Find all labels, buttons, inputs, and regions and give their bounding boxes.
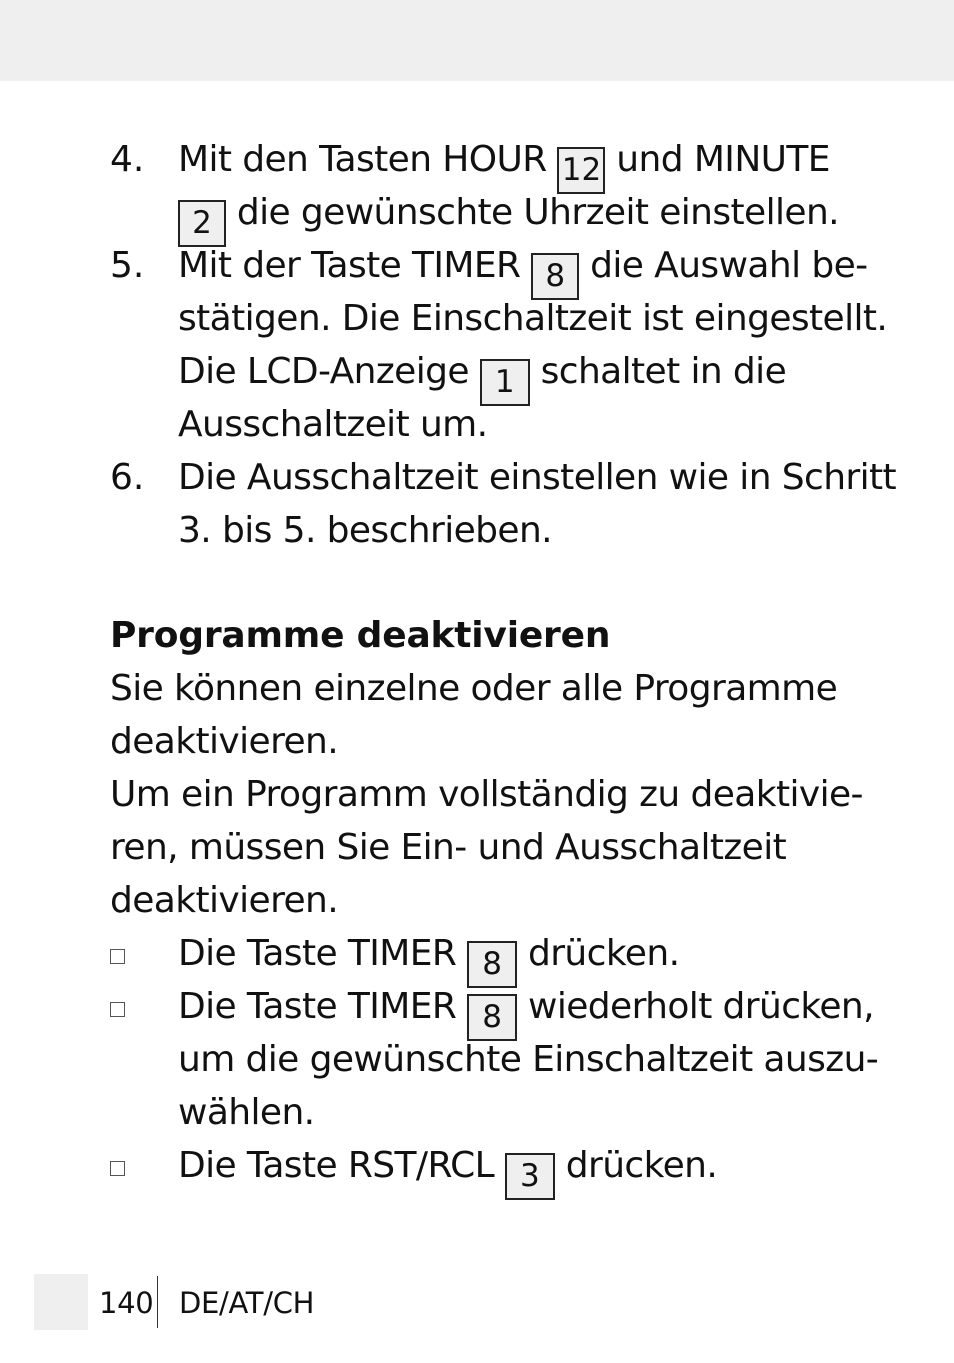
key-minute-label: 2	[178, 200, 226, 247]
bullet-box-icon	[110, 949, 125, 964]
footer-region: DE/AT/CH	[179, 1286, 315, 1320]
step-number: 6.	[110, 457, 145, 498]
bullet-line: Die Taste TIMER 8 drücken.	[178, 927, 679, 980]
section-heading: Programme deaktivieren	[110, 615, 611, 656]
key-timer-label: 8	[467, 994, 517, 1041]
bullet-line: wählen.	[178, 1092, 315, 1133]
step-line: Ausschaltzeit um.	[178, 404, 488, 445]
step-line: Die Ausschaltzeit einstellen wie in Schritt	[178, 457, 897, 498]
paragraph-line: Um ein Programm vollständig zu deaktivie-	[110, 774, 863, 815]
step-line: stätigen. Die Einschaltzeit ist eingestellt.	[178, 298, 888, 339]
key-hour-label: 12	[557, 147, 605, 194]
key-timer-label: 8	[531, 253, 579, 300]
key-lcd-label: 1	[480, 359, 530, 406]
bullet-line: Die Taste TIMER 8 wiederholt drücken,	[178, 980, 874, 1033]
page-number: 140	[99, 1286, 154, 1320]
step-line: Mit den Tasten HOUR 12 und MINUTE	[178, 133, 830, 186]
step-line: Mit der Taste TIMER 8 die Auswahl be-	[178, 239, 868, 292]
paragraph-line: Sie können einzelne oder alle Programme	[110, 668, 838, 709]
step-line: 3. bis 5. beschrieben.	[178, 510, 553, 551]
paragraph-line: deaktivieren.	[110, 880, 339, 921]
footer-tab-marker	[34, 1274, 88, 1330]
bullet-line: um die gewünschte Einschaltzeit auszu-	[178, 1039, 879, 1080]
bullet-box-icon	[110, 1161, 125, 1176]
step-line: Die LCD-Anzeige 1 schaltet in die	[178, 345, 786, 398]
footer-divider	[157, 1276, 158, 1328]
step-number: 5.	[110, 245, 145, 286]
bullet-box-icon	[110, 1002, 125, 1017]
step-line: 2 die gewünschte Uhrzeit einstellen.	[178, 186, 839, 239]
bullet-line: Die Taste RST/RCL 3 drücken.	[178, 1139, 717, 1192]
key-rst-rcl-label: 3	[505, 1153, 555, 1200]
key-timer-label: 8	[467, 941, 517, 988]
step-number: 4.	[110, 139, 145, 180]
paragraph-line: deaktivieren.	[110, 721, 339, 762]
paragraph-line: ren, müssen Sie Ein- und Ausschaltzeit	[110, 827, 787, 868]
header-band	[0, 0, 954, 81]
